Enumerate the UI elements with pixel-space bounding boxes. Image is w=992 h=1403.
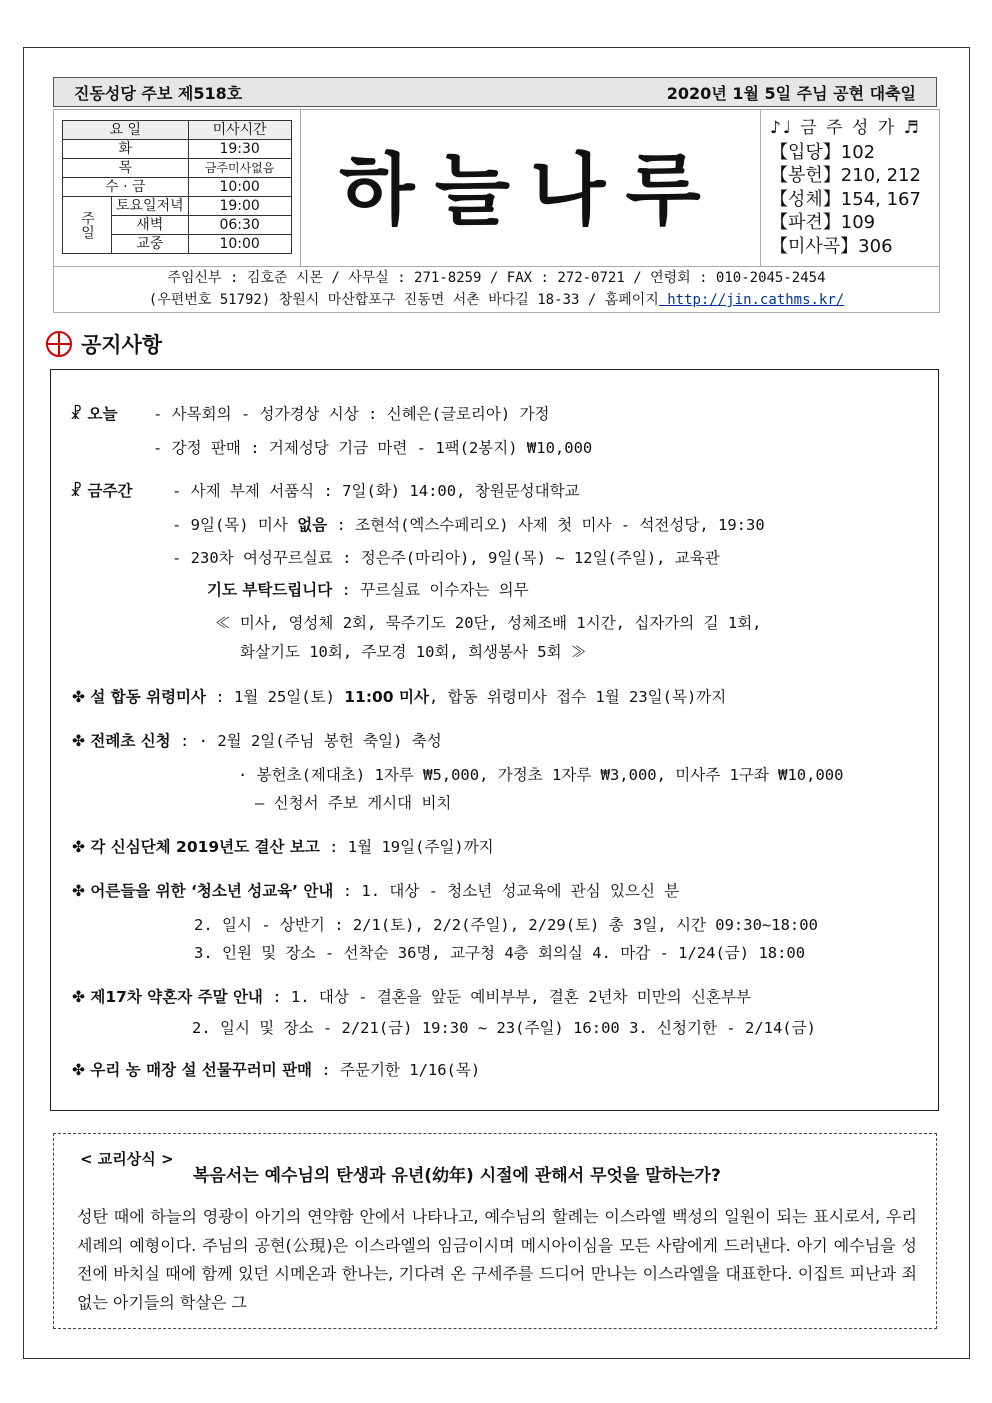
notice-candle-line2: · 봉헌초(제대초) 1자루 ₩5,000, 가정초 1자루 ₩3,000, 미사주 1구좌 ₩10,000: [238, 766, 844, 784]
homepage-link[interactable]: http://jin.cathms.kr/: [658, 292, 845, 308]
pray-line3: 화살기도 10회, 주모경 10회, 희생봉사 5회 ≫: [240, 643, 587, 661]
pray-line2: ≪ 미사, 영성체 2회, 묵주기도 20단, 성체조배 1시간, 십자가의 길 1회,: [215, 614, 762, 632]
notice-candle-line3: – 신청서 주보 게시대 비치: [255, 794, 452, 812]
day-cell: 목: [63, 159, 189, 178]
masthead-divider-right: [760, 109, 761, 267]
today-line2: - 강정 판매 : 거제성당 기금 마련 - 1팩(2봉지) ₩10,000: [153, 439, 593, 457]
notice-education-line2: 2. 일시 - 상반기 : 2/1(토), 2/2(주일), 2/29(토) 총 3일, 시간 09:30~18:00: [194, 916, 818, 934]
time-cell: 06:30: [188, 216, 291, 235]
notice-education-line3: 3. 인원 및 장소 - 선착순 36명, 교구청 4층 회의실 4. 마감 - 1/24(금) 18:00: [194, 944, 806, 962]
notice-report-text: : 1월 19일(주일)까지: [319, 838, 494, 856]
time-cell: 금주미사없음: [188, 159, 291, 178]
contact-line2: (우편번호 51792) 창원시 마산합포구 진동면 서촌 바다길 18-33 / 홈페이지: [148, 292, 659, 308]
notice-memorial-c: , 합동 위령미사 접수 1월 23일(목)까지: [428, 688, 727, 706]
doctrine-tag: < 교리상식 >: [80, 1150, 174, 1168]
day-cell: 새벽: [112, 216, 189, 235]
day-cell: 교중: [112, 235, 189, 254]
notice-memorial-title: ✤ 설 합동 위령미사: [72, 688, 206, 706]
hymn-item: 【성체】154, 167: [770, 188, 921, 210]
notice-education-title: ✤ 어른들을 위한 ‘청소년 성교육’ 안내: [72, 882, 334, 900]
week-line3: - 230차 여성꾸르실료 : 정은주(마리아), 9일(목) ~ 12일(주일), 교육관: [172, 549, 720, 567]
week-line2-a: - 9일(목) 미사: [172, 516, 298, 534]
bulletin-title: 하늘나루: [339, 146, 721, 236]
notice-report: [72, 835, 494, 857]
time-cell: 10:00: [188, 178, 291, 197]
time-cell: 19:00: [188, 197, 291, 216]
notice-memorial: [72, 685, 726, 707]
hymn-item: 【입당】102: [770, 141, 876, 163]
day-cell: 수 · 금: [63, 178, 189, 197]
notice-memorial-bold: 11:00 미사: [344, 688, 429, 706]
hymn-item: 【봉헌】210, 212: [770, 165, 921, 186]
notice-gift: [72, 1058, 480, 1080]
notice-memorial-a: : 1월 25일(토): [206, 688, 345, 706]
notice-candle: [72, 729, 442, 751]
col-day-header: 요 일: [63, 121, 189, 140]
notice-engaged-line2: 2. 일시 및 장소 - 2/21(금) 19:30 ~ 23(주일) 16:00 3. 신청기한 - 2/14(금): [192, 1019, 816, 1037]
pray-line: [207, 578, 529, 600]
notice-gift-text: : 주문기한 1/16(목): [312, 1061, 481, 1079]
day-cell: 토요일저녁: [112, 197, 189, 216]
week-line2-c: : 조현석(엑스수페리오) 사제 첫 미사 - 석전성당, 19:30: [327, 516, 765, 534]
notices-heading: [45, 329, 162, 359]
pray-bold: 기도 부탁드립니다: [207, 581, 333, 599]
notice-candle-a: : · 2월 2일(주님 봉헌 축일) 축성: [170, 732, 442, 750]
time-cell: 10:00: [188, 235, 291, 254]
issue-bar: [53, 77, 937, 107]
hymn-item: 【미사곡】306: [770, 235, 893, 257]
col-time-header: 미사시간: [188, 121, 291, 140]
hymn-list: [770, 117, 921, 258]
contact-line1: 주임신부 : 김호준 시몬 / 사무실 : 271-8259 / FAX : 272-0721 / 연령회 : 010-2045-2454: [167, 270, 826, 286]
doctrine-text: 성탄 때에 하늘의 영광이 아기의 연약함 안에서 나타나고, 예수님의 할례는 이스라엘 백성의 일원이 되는 표시로서, 우리 세례의 예형이다. 주님의 공현(公現)은 이스라엘의 임금이시며 메시아이심을 모든 사람에게 드러낸다. 아기 예수님을 성전에 바치실 때에 함께 있던 시메온과 한나는, 기다려 온 구세주를 드디어 만나는 이스라엘을 대표한다. 이집트 피난과 죄 없는 아기들의 학살은 그: [77, 1207, 917, 1312]
pray-text: : 꾸르실료 이수자는 의무: [332, 581, 529, 599]
time-cell: 19:30: [188, 140, 291, 159]
contact-info: [53, 267, 940, 313]
notice-candle-title: ✤ 전례초 신청: [72, 732, 171, 750]
notice-gift-title: ✤ 우리 농 매장 설 선물꾸러미 판매: [72, 1061, 313, 1079]
sunday-label: 주일: [63, 197, 112, 254]
notice-education-a: : 1. 대상 - 청소년 성교육에 관심 있으신 분: [333, 882, 680, 900]
doctrine-question: 복음서는 예수님의 탄생과 유년(幼年) 시절에 관해서 무엇을 말하는가?: [193, 1166, 721, 1186]
notice-engaged: [72, 985, 751, 1007]
notices-heading-text: 공지사항: [81, 333, 163, 357]
week-line2: [172, 513, 765, 535]
issue-number: 진동성당 주보 제518호: [74, 83, 243, 103]
hymn-item: 【파견】109: [770, 212, 876, 233]
notice-engaged-a: : 1. 대상 - 결혼을 앞둔 예비부부, 결혼 2년차 미만의 신혼부부: [262, 988, 751, 1006]
mass-schedule-table: [62, 120, 292, 254]
today-label: ☧ 오늘: [70, 405, 118, 423]
week-line1: - 사제 부제 서품식 : 7일(화) 14:00, 창원문성대학교: [172, 482, 580, 500]
issue-date: 2020년 1월 5일 주님 공현 대축일: [666, 83, 916, 103]
hymn-heading: ♪♩ 금 주 성 가 ♬: [770, 118, 921, 138]
cross-circle-icon: [45, 330, 73, 358]
week-label: ☧ 금주간: [70, 482, 133, 500]
notice-engaged-title: ✤ 제17차 약혼자 주말 안내: [72, 988, 263, 1006]
notice-education: [72, 879, 679, 901]
today-line1: - 사목회의 - 성가경상 시상 : 신혜은(글로리아) 가정: [153, 405, 550, 423]
notice-report-title: ✤ 각 신심단체 2019년도 결산 보고: [72, 838, 320, 856]
week-line2-bold: 없음: [297, 516, 328, 534]
day-cell: 화: [63, 140, 189, 159]
